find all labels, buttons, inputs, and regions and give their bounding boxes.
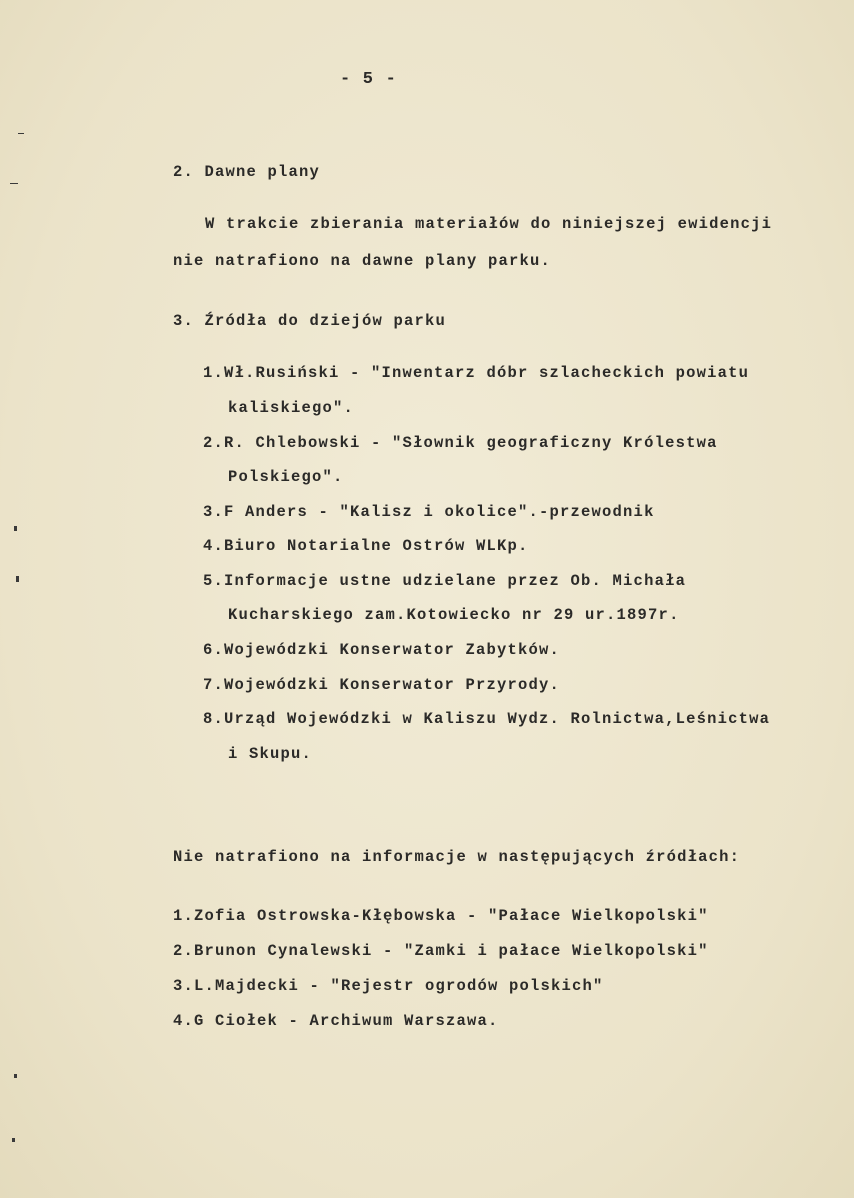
section-2-heading: 2. Dawne plany (173, 163, 321, 181)
scan-speck (12, 1138, 15, 1142)
source-item-5: 5.Informacje ustne udzielane przez Ob. Michała (203, 572, 687, 590)
source-item-1: 1.Wł.Rusiński - "Inwentarz dóbr szlacheckich powiatu (203, 364, 750, 382)
source-item-8: 8.Urząd Wojewódzki w Kaliszu Wydz. Rolnictwa,Leśnictwa (203, 710, 771, 728)
page-number: - 5 - (340, 70, 398, 89)
not-found-item-2: 2.Brunon Cynalewski - "Zamki i pałace Wielkopolski" (173, 942, 709, 960)
source-item-6: 6.Wojewódzki Konserwator Zabytków. (203, 641, 561, 659)
source-item-3: 3.F Anders - "Kalisz i okolice".-przewodnik (203, 503, 655, 521)
section-3-heading: 3. Źródła do dziejów parku (173, 312, 447, 330)
not-found-item-3: 3.L.Majdecki - "Rejestr ogrodów polskich" (173, 977, 604, 995)
not-found-item-1: 1.Zofia Ostrowska-Kłębowska - "Pałace Wielkopolski" (173, 907, 709, 925)
section-2-paragraph-line-2: nie natrafiono na dawne plany parku. (173, 252, 552, 270)
scan-speck (10, 183, 18, 184)
source-item-4: 4.Biuro Notarialne Ostrów WLKp. (203, 537, 529, 555)
scan-speck (14, 1074, 17, 1078)
source-item-1-continuation: kaliskiego". (228, 399, 355, 417)
scan-speck (16, 576, 19, 582)
scan-speck (14, 526, 17, 531)
section-2-paragraph-line-1: W trakcie zbierania materiałów do niniejszej ewidencji (205, 215, 773, 233)
not-found-item-4: 4.G Ciołek - Archiwum Warszawa. (173, 1012, 499, 1030)
scan-speck (18, 133, 24, 134)
source-item-5-continuation: Kucharskiego zam.Kotowiecko nr 29 ur.1897r. (228, 606, 680, 624)
not-found-heading: Nie natrafiono na informacje w następujących źródłach: (173, 848, 741, 866)
source-item-8-continuation: i Skupu. (228, 745, 313, 763)
source-item-2: 2.R. Chlebowski - "Słownik geograficzny Królestwa (203, 434, 718, 452)
source-item-2-continuation: Polskiego". (228, 468, 344, 486)
source-item-7: 7.Wojewódzki Konserwator Przyrody. (203, 676, 561, 694)
